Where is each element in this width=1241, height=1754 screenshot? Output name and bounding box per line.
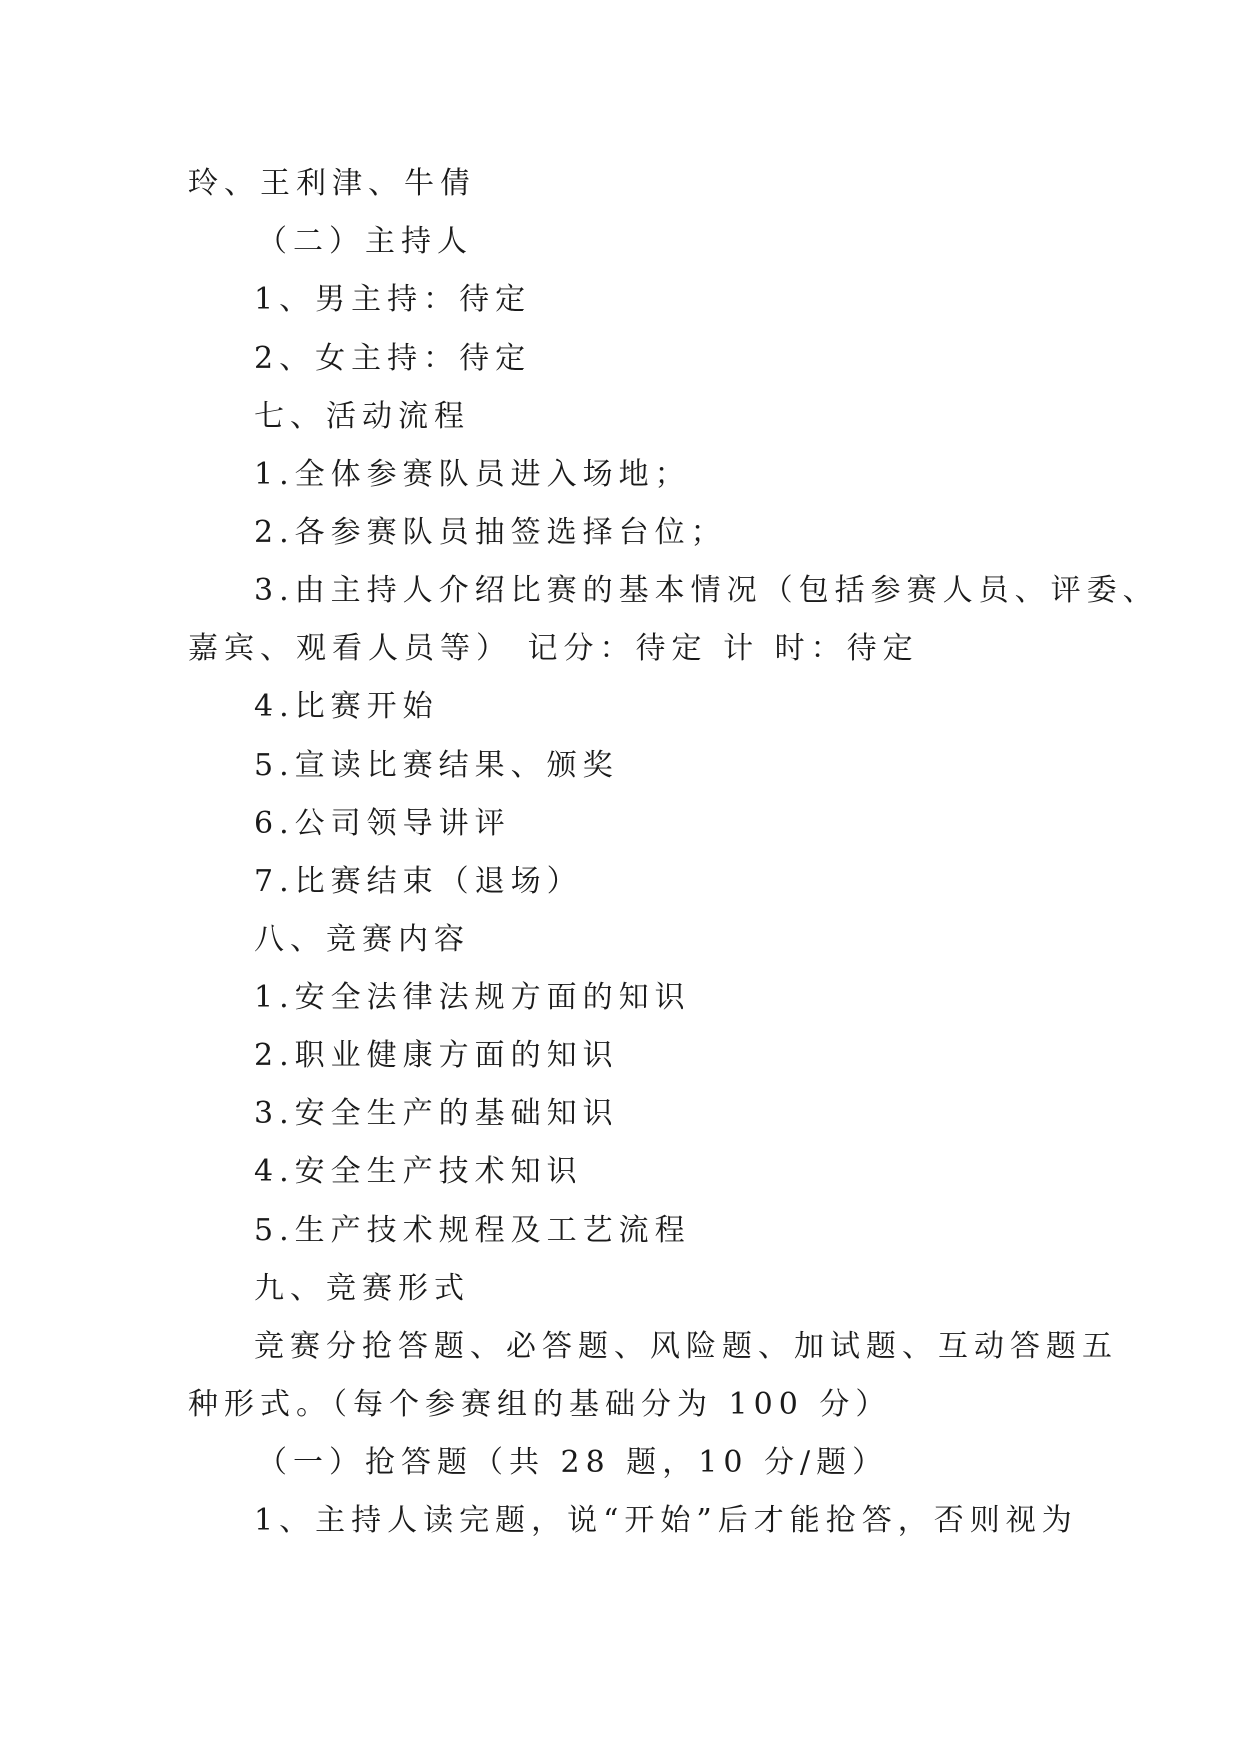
text-line: 1、主持人读完题，说“开始”后才能抢答，否则视为 bbox=[254, 1503, 1078, 1538]
text-line: 玲、王利津、牛倩 bbox=[188, 166, 476, 201]
text-line: （一）抢答题（共 28 题，10 分/题） bbox=[257, 1445, 889, 1480]
text-line: 2.职业健康方面的知识 bbox=[254, 1038, 619, 1073]
text-line: 嘉宾、观看人员等） 记分：待定 计 时：待定 bbox=[188, 631, 919, 666]
text-line: 1、男主持：待定 bbox=[254, 282, 532, 317]
text-line: 5.生产技术规程及工艺流程 bbox=[254, 1213, 691, 1248]
text-line: 种形式。（每个参赛组的基础分为 100 分） bbox=[188, 1387, 892, 1422]
text-line: 4.安全生产技术知识 bbox=[254, 1154, 583, 1189]
text-line: 九、竞赛形式 bbox=[254, 1271, 470, 1306]
text-line: 3.由主持人介绍比赛的基本情况（包括参赛人员、评委、 bbox=[254, 573, 1159, 608]
text-line: 2.各参赛队员抽签选择台位； bbox=[254, 515, 727, 550]
text-line: 1.安全法律法规方面的知识 bbox=[254, 980, 691, 1015]
text-line: （二）主持人 bbox=[257, 224, 473, 259]
text-line: 5.宣读比赛结果、颁奖 bbox=[254, 748, 619, 783]
text-line: 七、活动流程 bbox=[254, 399, 470, 434]
text-line: 八、竞赛内容 bbox=[254, 922, 470, 957]
text-line: 7.比赛结束（退场） bbox=[254, 864, 583, 899]
text-line: 4.比赛开始 bbox=[254, 689, 439, 724]
text-line: 6.公司领导讲评 bbox=[254, 806, 511, 841]
text-line: 竞赛分抢答题、必答题、风险题、加试题、互动答题五 bbox=[254, 1329, 1118, 1364]
text-line: 2、女主持：待定 bbox=[254, 341, 532, 376]
text-line: 3.安全生产的基础知识 bbox=[254, 1096, 619, 1131]
text-line: 1.全体参赛队员进入场地； bbox=[254, 457, 691, 492]
